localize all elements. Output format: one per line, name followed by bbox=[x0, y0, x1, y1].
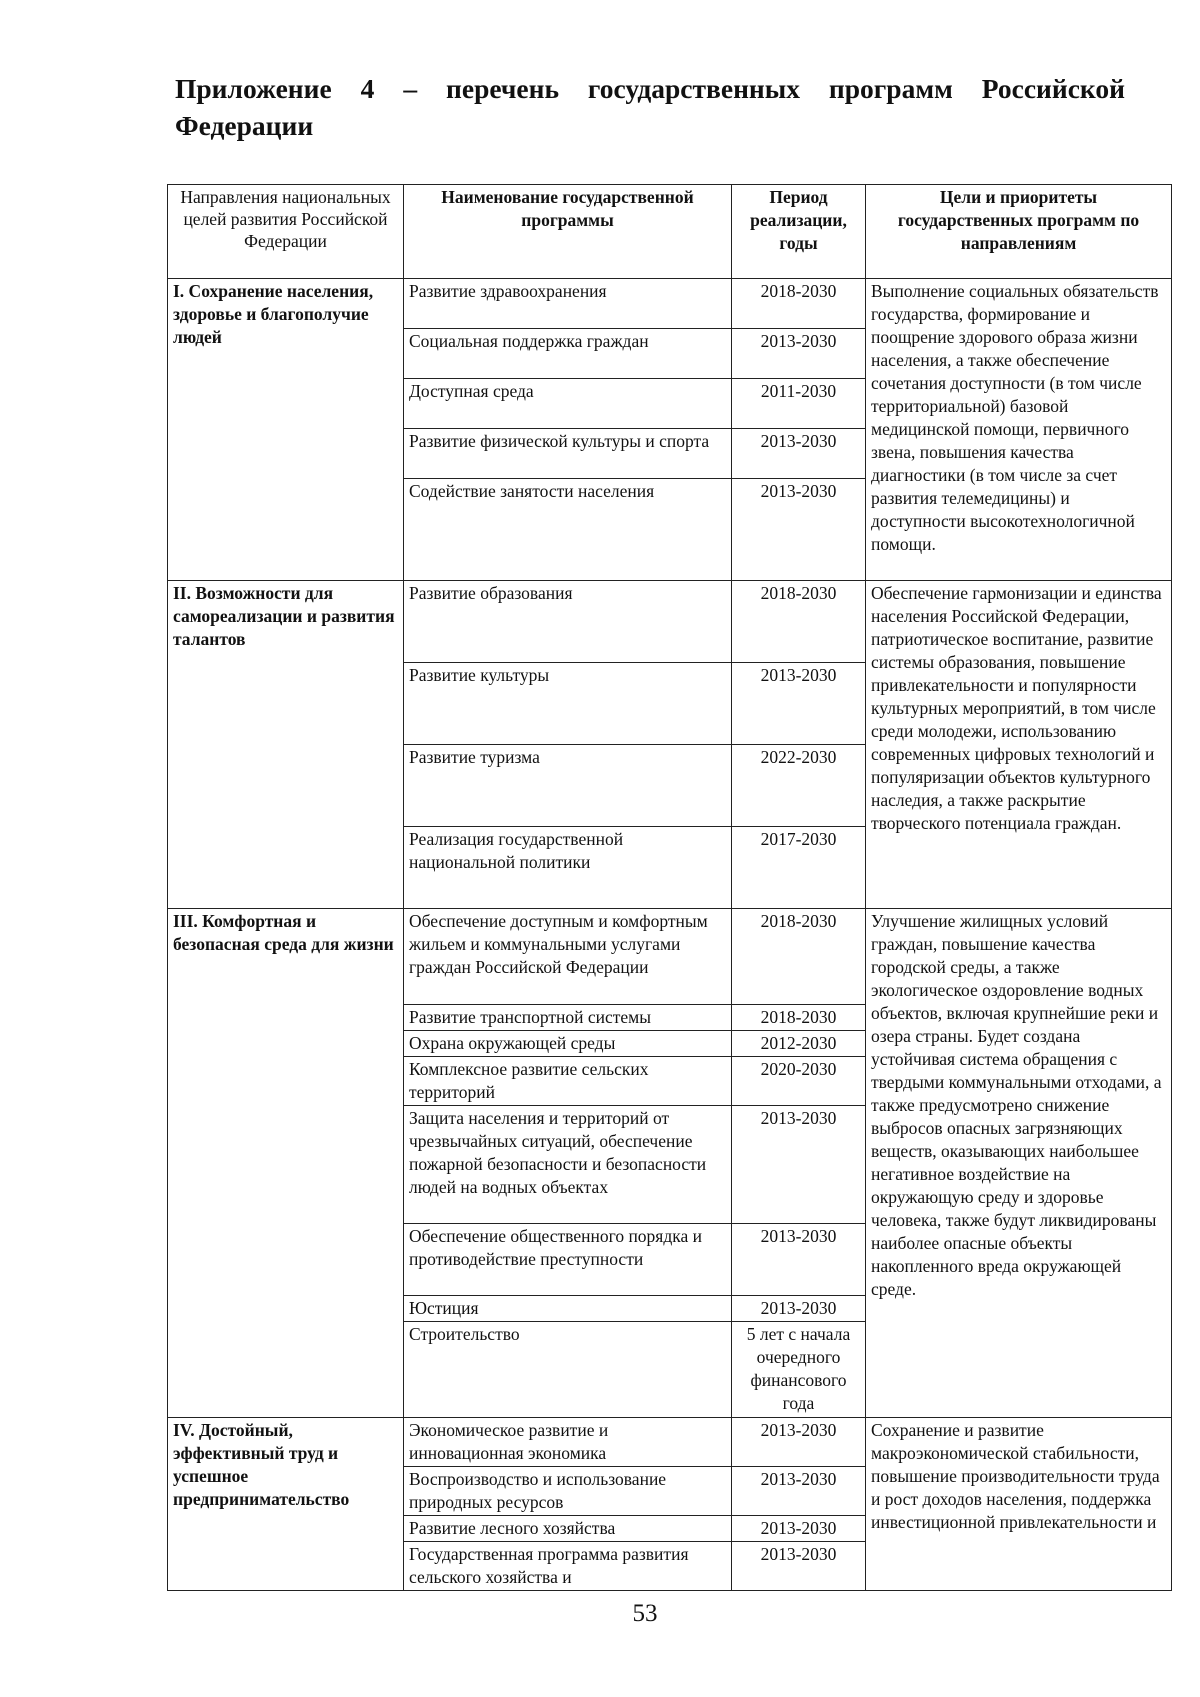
program-name: Содействие занятости населения bbox=[404, 479, 732, 581]
program-period: 2013-2030 bbox=[732, 429, 866, 479]
program-name: Развитие образования bbox=[404, 581, 732, 663]
program-period: 2013-2030 bbox=[732, 1516, 866, 1542]
table-row bbox=[168, 279, 1172, 329]
program-period: 2013-2030 bbox=[732, 1224, 866, 1296]
program-period: 2022-2030 bbox=[732, 745, 866, 827]
program-name: Развитие культуры bbox=[404, 663, 732, 745]
program-period: 2013-2030 bbox=[732, 1296, 866, 1322]
program-name: Юстиция bbox=[404, 1296, 732, 1322]
program-name: Доступная среда bbox=[404, 379, 732, 429]
direction-cell: I. Сохранение населения, здоровье и благополучие людей bbox=[168, 279, 404, 581]
program-period: 2011-2030 bbox=[732, 379, 866, 429]
program-name: Социальная поддержка граждан bbox=[404, 329, 732, 379]
program-name: Комплексное развитие сельских территорий bbox=[404, 1057, 732, 1106]
header-direction: Направления национальных целей развития Российской Федерации bbox=[168, 185, 404, 279]
program-name: Охрана окружающей среды bbox=[404, 1031, 732, 1057]
header-goals: Цели и приоритеты государственных программ по направлениям bbox=[866, 185, 1172, 279]
goals-cell: Выполнение социальных обязательств государства, формирование и поощрение здорового образа жизни населения, а также обеспечение сочетания доступности (в том числе территориальной) базовой медицинской помощи, первичного звена, повышения качества диагностики (в том числе за счет развития телемедицины) и доступности высокотехнологичной помощи. bbox=[866, 279, 1172, 581]
program-period: 2013-2030 bbox=[732, 329, 866, 379]
title-line-2: Федерации bbox=[175, 110, 314, 141]
program-period: 2013-2030 bbox=[732, 479, 866, 581]
header-program: Наименование государственной программы bbox=[404, 185, 732, 279]
program-name: Обеспечение общественного порядка и противодействие преступности bbox=[404, 1224, 732, 1296]
table-row bbox=[168, 909, 1172, 1005]
program-name: Государственная программа развития сельского хозяйства и bbox=[404, 1542, 732, 1591]
direction-cell: II. Возможности для самореализации и развития талантов bbox=[168, 581, 404, 909]
program-name: Воспроизводство и использование природных ресурсов bbox=[404, 1467, 732, 1516]
program-period: 2020-2030 bbox=[732, 1057, 866, 1106]
program-period: 2018-2030 bbox=[732, 279, 866, 329]
program-period: 5 лет с начала очередного финансового года bbox=[732, 1322, 866, 1418]
program-name: Экономическое развитие и инновационная экономика bbox=[404, 1418, 732, 1467]
program-period: 2013-2030 bbox=[732, 1542, 866, 1591]
program-name: Защита населения и территорий от чрезвычайных ситуаций, обеспечение пожарной безопасности и безопасности людей на водных объектах bbox=[404, 1106, 732, 1224]
program-name: Развитие физической культуры и спорта bbox=[404, 429, 732, 479]
page-title bbox=[175, 70, 1125, 144]
program-period: 2013-2030 bbox=[732, 663, 866, 745]
program-name: Обеспечение доступным и комфортным жильем и коммунальными услугами граждан Российской Федерации bbox=[404, 909, 732, 1005]
title-line-1: Приложение 4 – перечень государственных программ Российской bbox=[175, 73, 1125, 104]
program-period: 2018-2030 bbox=[732, 909, 866, 1005]
program-name: Строительство bbox=[404, 1322, 732, 1418]
program-period: 2012-2030 bbox=[732, 1031, 866, 1057]
direction-cell: IV. Достойный, эффективный труд и успешное предпринимательство bbox=[168, 1418, 404, 1591]
goals-cell: Улучшение жилищных условий граждан, повышение качества городской среды, а также экологическое оздоровление водных объектов, включая крупнейшие реки и озера страны. Будет создана устойчивая система обращения с твердыми коммунальными отходами, а также предусмотрено снижение выбросов опасных загрязняющих веществ, оказывающих наибольшее негативное воздействие на окружающую среду и здоровье человека, также будут ликвидированы наиболее опасные объекты накопленного вреда окружающей среде. bbox=[866, 909, 1172, 1418]
programs-table bbox=[167, 184, 1172, 1591]
program-period: 2018-2030 bbox=[732, 1005, 866, 1031]
program-period: 2013-2030 bbox=[732, 1418, 866, 1467]
goals-cell: Обеспечение гармонизации и единства населения Российской Федерации, патриотическое воспитание, развитие системы образования, повышение привлекательности и популярности культурных мероприятий, в том числе среди молодежи, использованию современных цифровых технологий и популяризации объектов культурного наследия, а также раскрытие творческого потенциала граждан. bbox=[866, 581, 1172, 909]
table-row bbox=[168, 581, 1172, 663]
program-name: Развитие лесного хозяйства bbox=[404, 1516, 732, 1542]
direction-cell: III. Комфортная и безопасная среда для жизни bbox=[168, 909, 404, 1418]
table-header-row bbox=[168, 185, 1172, 279]
program-period: 2013-2030 bbox=[732, 1106, 866, 1224]
table-row bbox=[168, 1418, 1172, 1467]
program-name: Развитие туризма bbox=[404, 745, 732, 827]
program-period: 2018-2030 bbox=[732, 581, 866, 663]
program-period: 2013-2030 bbox=[732, 1467, 866, 1516]
page-number: 53 bbox=[632, 1600, 658, 1627]
program-name: Развитие транспортной системы bbox=[404, 1005, 732, 1031]
goals-cell: Сохранение и развитие макроэкономической стабильности, повышение производительности труда и рост доходов населения, поддержка инвестиционной привлекательности и bbox=[866, 1418, 1172, 1591]
header-period: Период реализации, годы bbox=[732, 185, 866, 279]
program-period: 2017-2030 bbox=[732, 827, 866, 909]
program-name: Реализация государственной национальной политики bbox=[404, 827, 732, 909]
program-name: Развитие здравоохранения bbox=[404, 279, 732, 329]
